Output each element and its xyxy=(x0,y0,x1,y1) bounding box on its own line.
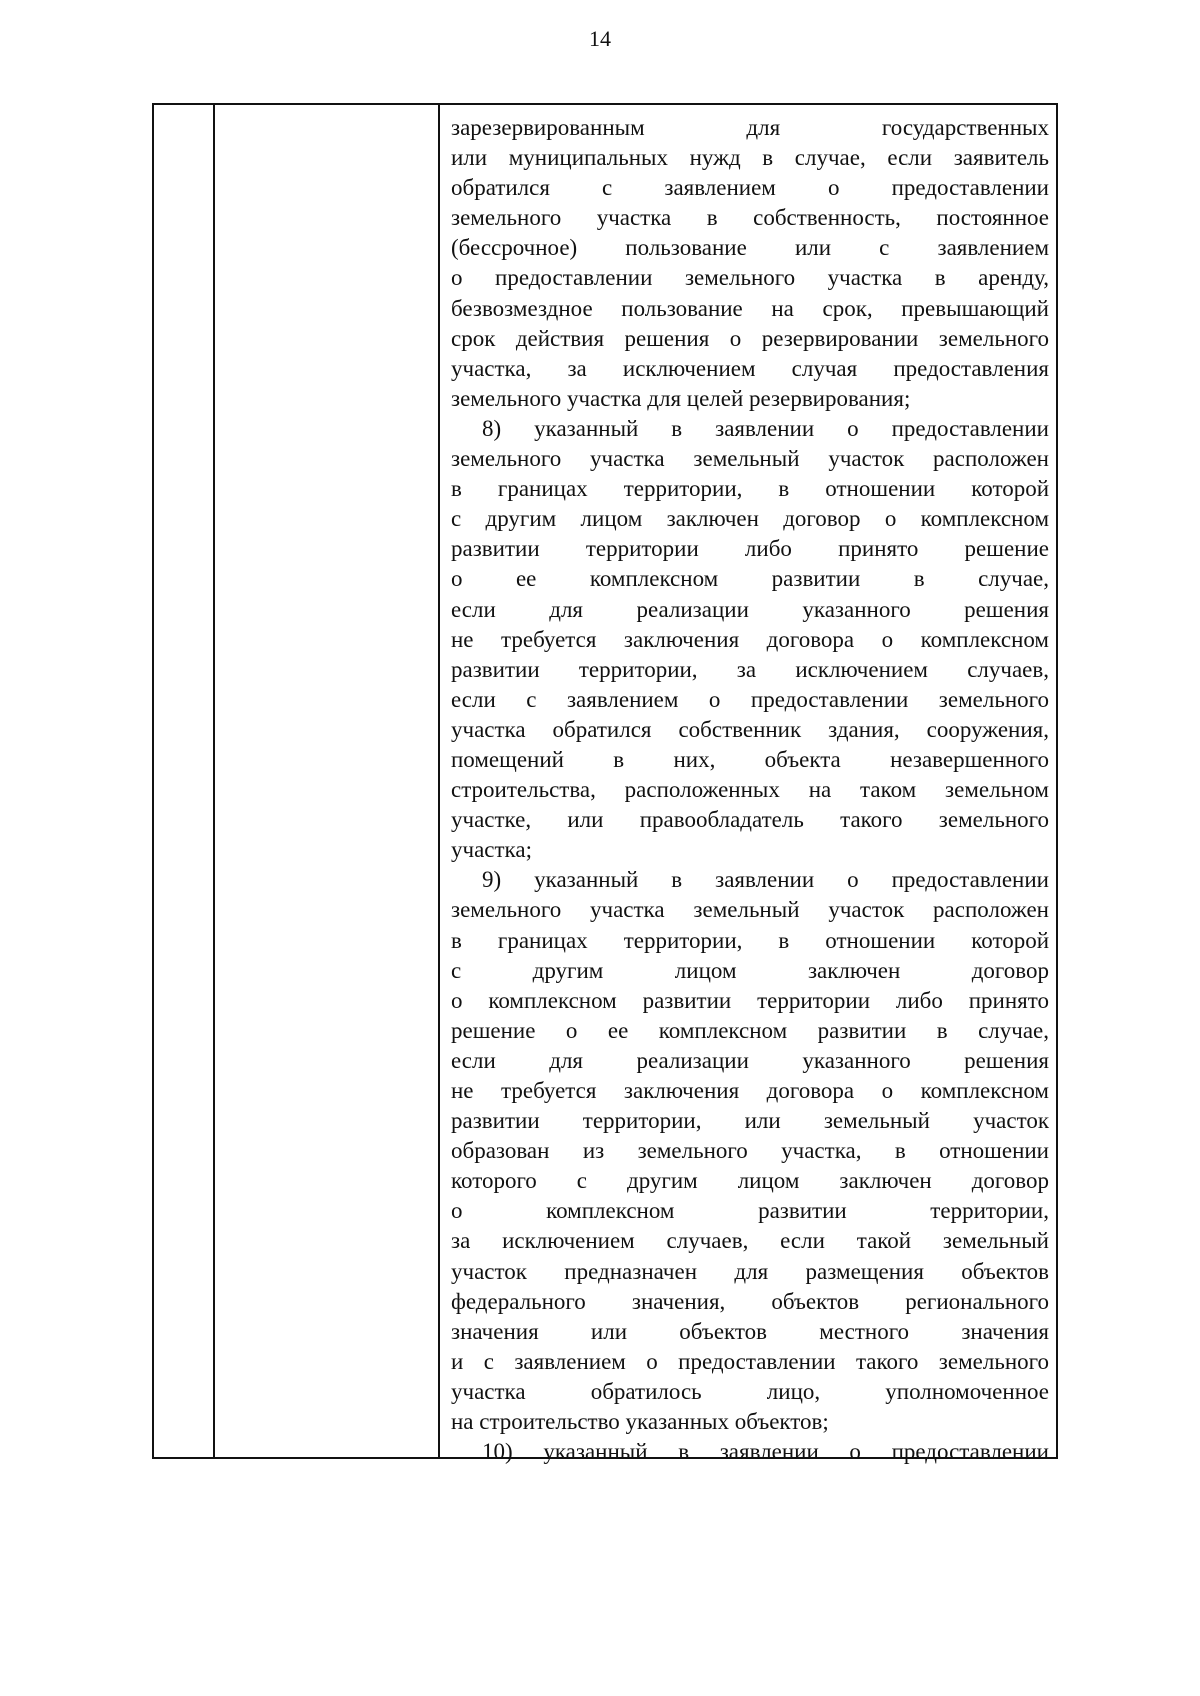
text-line: земельного участка земельный участок расположен xyxy=(451,446,1049,472)
text-line: с другим лицом заключен договор xyxy=(451,957,1049,983)
table-cell-text xyxy=(451,113,1049,1467)
text-line: не требуется заключения договора о комплексном xyxy=(451,626,1049,652)
text-line: (бессрочное) пользование или с заявлением xyxy=(451,235,1049,261)
text-line: земельного участка в собственность, постоянное xyxy=(451,205,1049,231)
column-divider xyxy=(438,105,440,1457)
text-line: которого с другим лицом заключен договор xyxy=(451,1168,1049,1194)
text-line: развитии территории, или земельный участок xyxy=(451,1108,1049,1134)
text-line: развитии территории, за исключением случаев, xyxy=(451,656,1049,682)
text-line: участок предназначен для размещения объектов xyxy=(451,1258,1049,1284)
text-line: участка; xyxy=(451,837,532,863)
text-line: зарезервированным для государственных xyxy=(451,115,1049,140)
text-line: о ее комплексном развитии в случае, xyxy=(451,566,1049,592)
text-line: значения или объектов местного значения xyxy=(451,1318,1049,1344)
text-line: с другим лицом заключен договор о комплексном xyxy=(451,506,1049,532)
text-line: участка обратился собственник здания, сооружения, xyxy=(451,716,1049,742)
column-divider xyxy=(213,105,215,1457)
text-line: 8) указанный в заявлении о предоставлении xyxy=(482,415,1049,441)
document-table xyxy=(152,103,1058,1465)
text-line: помещений в них, объекта незавершенного xyxy=(451,746,1049,772)
text-line: о комплексном развитии территории, xyxy=(451,1198,1049,1224)
text-line: участке, или правообладатель такого земельного xyxy=(451,807,1049,833)
text-line: обратился с заявлением о предоставлении xyxy=(451,175,1049,201)
text-line: участка, за исключением случая предоставления xyxy=(451,355,1049,381)
text-line: о предоставлении земельного участка в аренду, xyxy=(451,265,1049,291)
text-line: о комплексном развитии территории либо принято xyxy=(451,987,1049,1013)
text-line: участка обратилось лицо, уполномоченное xyxy=(451,1378,1049,1404)
text-line: 10) указанный в заявлении о предоставлении xyxy=(482,1439,1049,1465)
text-line: срок действия решения о резервировании земельного xyxy=(451,325,1049,351)
text-line: если для реализации указанного решения xyxy=(451,1047,1049,1073)
text-line: образован из земельного участка, в отношении xyxy=(451,1138,1049,1164)
text-line: и с заявлением о предоставлении такого земельного xyxy=(451,1348,1049,1374)
text-line: земельного участка земельный участок расположен xyxy=(451,897,1049,923)
text-line: решение о ее комплексном развитии в случае, xyxy=(451,1017,1049,1043)
text-line: не требуется заключения договора о комплексном xyxy=(451,1078,1049,1103)
text-line: безвозмездное пользование на срок, превышающий xyxy=(451,295,1049,321)
text-line: если с заявлением о предоставлении земельного xyxy=(451,686,1049,712)
text-line: или муниципальных нужд в случае, если заявитель xyxy=(451,145,1049,171)
text-line: строительства, расположенных на таком земельном xyxy=(451,777,1049,803)
text-line: земельного участка для целей резервирования; xyxy=(451,385,911,411)
page-number: 14 xyxy=(589,26,611,51)
text-line: федерального значения, объектов регионального xyxy=(451,1288,1049,1314)
text-line: 9) указанный в заявлении о предоставлении xyxy=(482,867,1049,893)
text-line: в границах территории, в отношении которой xyxy=(451,927,1049,953)
text-line: в границах территории, в отношении которой xyxy=(451,476,1049,502)
text-line: развитии территории либо принято решение xyxy=(451,536,1049,562)
text-line: на строительство указанных объектов; xyxy=(451,1409,829,1435)
text-line: если для реализации указанного решения xyxy=(451,596,1049,622)
text-line: за исключением случаев, если такой земельный xyxy=(451,1228,1049,1254)
